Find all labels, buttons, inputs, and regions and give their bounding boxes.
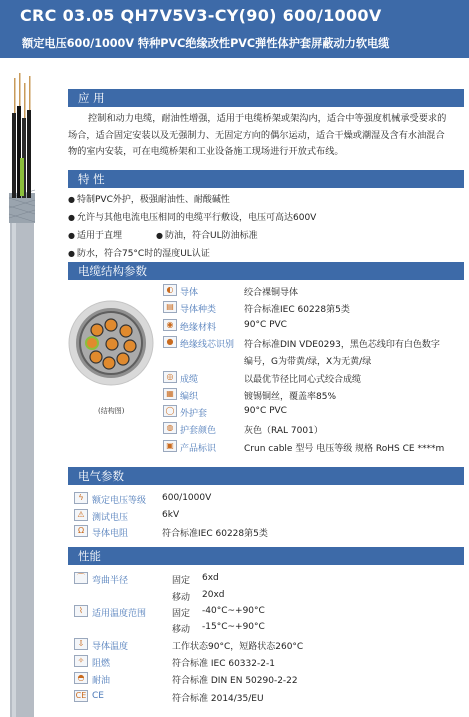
bend-radius-label: 弯曲半径 (92, 576, 129, 586)
section-electrical (68, 467, 464, 485)
conductor-class-icon: ▤ (163, 301, 177, 313)
row-label: 产品标识 (180, 443, 217, 454)
temp-mode: 移动 (172, 625, 191, 635)
section-title: 电气参数 (78, 469, 124, 483)
row-label: 导体 (180, 288, 199, 298)
temp-value: -40°C~+90°C (202, 606, 265, 616)
row-value: 编号，G为带黄/绿，X为无黄/绿 (244, 357, 372, 368)
section-title: 性能 (78, 549, 101, 563)
feature-item: ● 特制PVC外护，极强耐油性、耐酸碱性 (68, 192, 230, 205)
row-value: 90°C PVC (244, 319, 287, 330)
row-label: CE (92, 690, 104, 701)
section-structure (68, 262, 464, 280)
section-title: 应 用 (78, 91, 105, 105)
row-value: 镀锡铜丝，覆盖率85% (244, 391, 337, 402)
row-label: 额定电压等级 (92, 496, 147, 506)
temperature-label: 适用温度范围 (92, 609, 147, 619)
core-id-icon: ● (163, 336, 177, 348)
temperature-icon: ⌇ (74, 605, 88, 617)
row-label: 编织 (180, 391, 199, 402)
diagram-caption: (结构图) (98, 407, 125, 415)
row-label: 导体电阻 (92, 529, 129, 539)
page-header (0, 0, 469, 58)
ce-icon: CE (75, 690, 87, 700)
product-subtitle: 额定电压600/1000V 特种PVC绝缘改性PVC弹性体护套屏蔽动力软电缆 (22, 37, 390, 50)
row-value: 符合标准 DIN EN 50290-2-22 (172, 676, 298, 687)
sheath-icon: ◯ (163, 405, 177, 417)
feature-item: ● 允许与其他电流电压相同的电缆平行敷设，电压可高达600V (68, 210, 316, 223)
row-value: 6kV (162, 509, 180, 520)
temp-value: -15°C~+90°C (202, 622, 265, 632)
row-label: 测试电压 (92, 512, 129, 523)
feature-item: ● 适用于直埋 (68, 228, 122, 241)
bend-mode: 移动 (172, 593, 191, 603)
row-value: 灰色（RAL 7001） (244, 426, 323, 437)
insulation-icon: ◉ (163, 319, 177, 331)
conductor-icon: ◐ (163, 284, 177, 296)
cross-section-diagram (68, 300, 154, 386)
bend-value: 6xd (202, 573, 219, 583)
feature-item: ● 防油，符合UL防油标准 (156, 228, 258, 241)
voltage-icon: ϟ (74, 492, 88, 504)
row-value: 绞合裸铜导体 (244, 288, 299, 298)
application-text (68, 111, 464, 161)
row-label: 成缆 (180, 374, 199, 385)
section-title: 特 性 (78, 172, 105, 186)
color-icon: ◍ (163, 422, 177, 434)
conductor-temp-icon: ⇩ (74, 638, 88, 650)
row-label: 导体温度 (92, 642, 129, 652)
row-value: 90°C PVC (244, 406, 287, 417)
marking-icon: ▣ (163, 440, 177, 452)
oil-icon: ◓ (74, 672, 88, 684)
product-title: CRC 03.05 QH7V5V3-CY(90) 600/1000V (20, 6, 382, 25)
resistance-icon: Ω (74, 525, 88, 537)
row-label: 绝缘线芯识别 (180, 339, 235, 350)
application-line: 物的室内安装，可在电缆桥架和工业设备施工现场进行开放式布线。 (68, 146, 344, 157)
section-title: 电缆结构参数 (78, 264, 147, 278)
row-label: 护套颜色 (180, 426, 217, 437)
section-features (68, 170, 464, 188)
row-value: 工作状态90°C，短路状态260°C (172, 642, 304, 652)
row-value: 符合标准 2014/35/EU (172, 693, 264, 704)
row-label: 绝缘材料 (180, 322, 217, 333)
row-value: 600/1000V (162, 493, 212, 503)
feature-item: ● 防水，符合75°C时的湿度UL认证 (68, 246, 210, 259)
row-value: Crun cable 型号 电压等级 规格 RoHS CE ****m (244, 443, 445, 454)
bend-radius-icon: ⌒ (74, 572, 88, 584)
application-line: 控制和动力电缆，耐油性增强，适用于电缆桥架或架沟内，适合中等强度机械承受要求的 (88, 113, 447, 124)
row-value: 符合标准DIN VDE0293，黑色芯线印有白色数字 (244, 339, 440, 350)
cable-illustration (0, 58, 48, 717)
row-label: 阻燃 (92, 659, 111, 670)
temp-mode: 固定 (172, 609, 191, 619)
row-label: 导体种类 (180, 305, 217, 316)
row-label: 耐油 (92, 676, 111, 687)
flame-icon: ✧ (74, 655, 88, 667)
row-value: 符合标准IEC 60228第5类 (244, 305, 350, 316)
row-value: 符合标准IEC 60228第5类 (162, 529, 268, 539)
test-voltage-icon: ⚠ (74, 509, 88, 521)
row-value: 符合标准 IEC 60332-2-1 (172, 659, 275, 670)
bend-mode: 固定 (172, 576, 191, 586)
section-application (68, 89, 464, 107)
row-value: 以最优节径比同心式绞合成缆 (244, 374, 362, 385)
braid-icon: ▦ (163, 388, 177, 400)
stranding-icon: ◎ (163, 371, 177, 383)
bend-value: 20xd (202, 590, 225, 600)
row-label: 外护套 (180, 409, 208, 420)
application-line: 场合，适合固定安装以及无强制力、无固定方向的偶尔运动，适合干燥或潮湿及含有水油混合 (68, 129, 445, 141)
section-performance (68, 547, 464, 565)
